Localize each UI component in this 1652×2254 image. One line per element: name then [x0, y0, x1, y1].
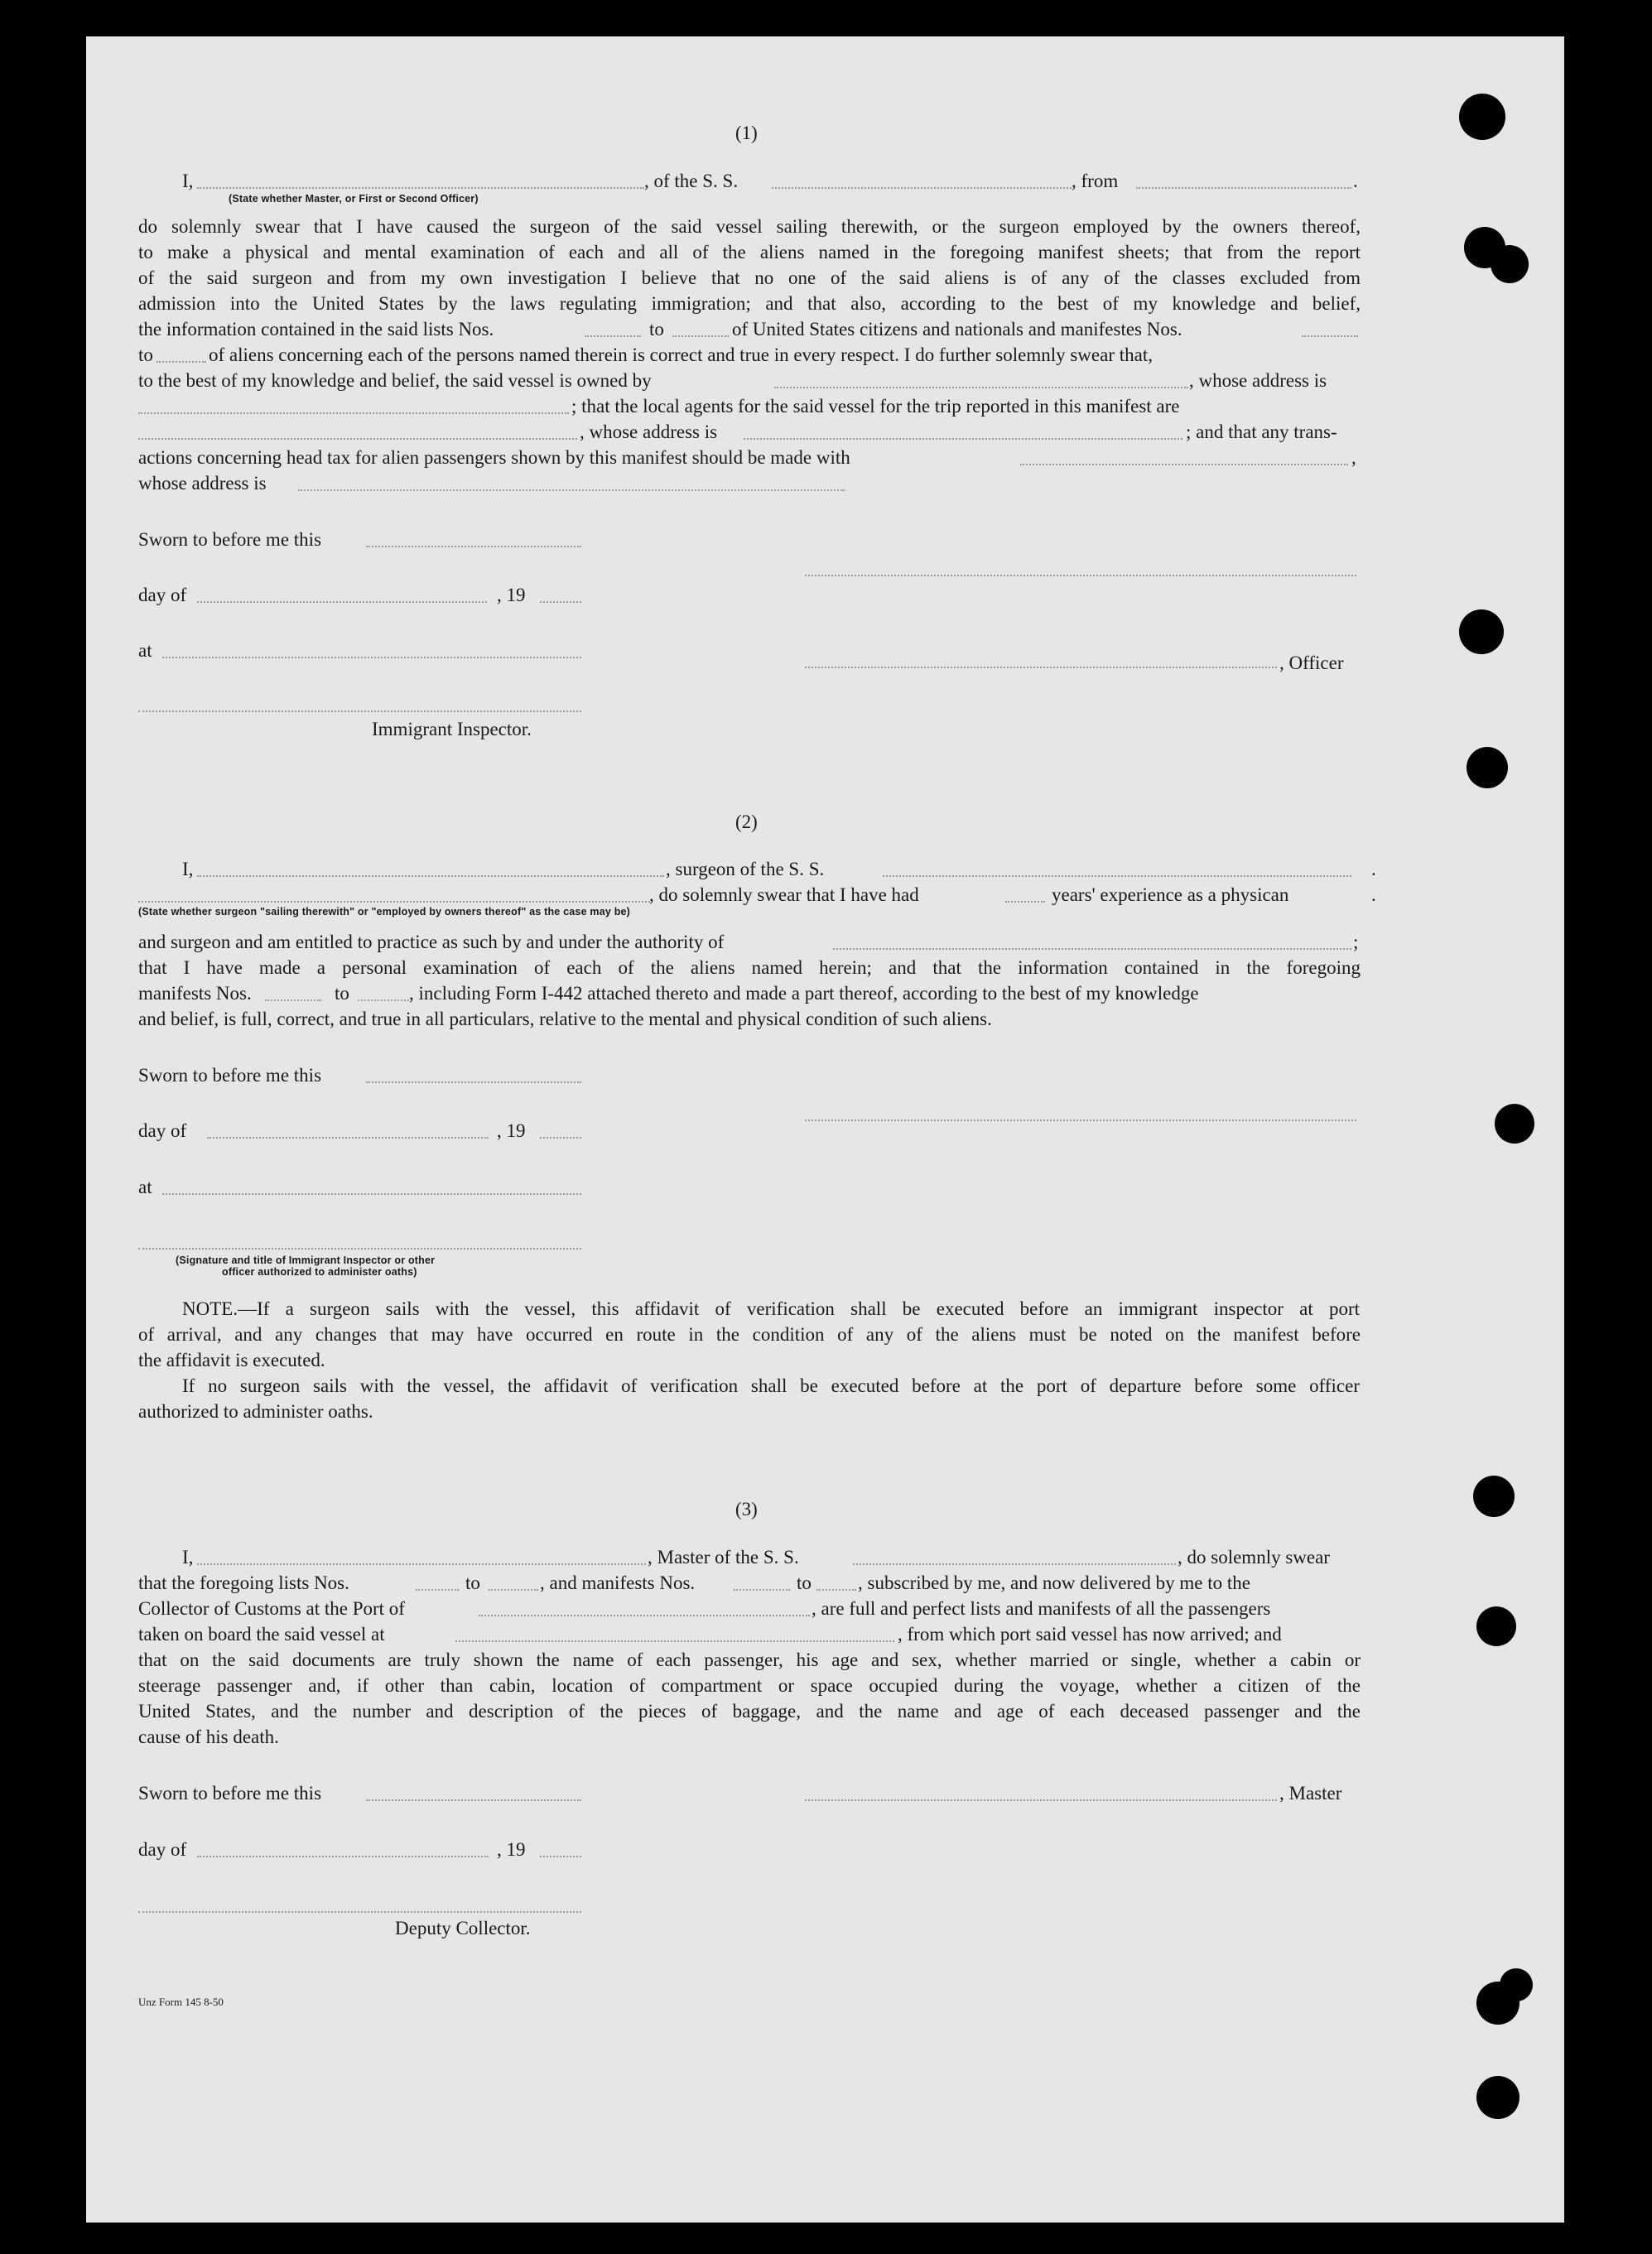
s2-manifests-to-field[interactable]: [358, 999, 409, 1001]
s1-lists-b: to: [649, 319, 664, 340]
s1-inspector-sig-line[interactable]: [138, 710, 581, 712]
s3-manifests-from-field[interactable]: [734, 1589, 790, 1591]
s2-sig-note-2: officer authorized to administer oaths): [222, 1266, 417, 1278]
s2-sworn-date-field[interactable]: [366, 1081, 581, 1083]
s1-body-4: admission into the United States by the laws regulating immigration; and that also, according to the best of my knowledge and belief,: [138, 293, 1361, 314]
s2-manifests-a: manifests Nos.: [138, 983, 252, 1004]
s3-body-3: United States, and the number and description of the pieces of baggage, and the name and age of each deceased passenger and the: [138, 1701, 1361, 1722]
s3-year-field[interactable]: [540, 1856, 581, 1857]
s2-inspector-sig-line[interactable]: [138, 1248, 581, 1250]
s2-note-4: If no surgeon sails with the vessel, the affidavit of verification shall be executed before at the port of departure before some officer: [182, 1375, 1360, 1396]
s1-owned-b: , whose address is: [1189, 370, 1327, 391]
punch-hole: [1459, 609, 1504, 654]
s3-body-last: cause of his death.: [138, 1727, 279, 1747]
s2-swear-b: years' experience as a physican: [1052, 884, 1289, 905]
punch-hole: [1459, 94, 1505, 140]
s3-lists-a: that the foregoing lists Nos.: [138, 1573, 349, 1593]
s2-authority-end: ;: [1353, 932, 1359, 952]
s3-day-field[interactable]: [197, 1856, 489, 1857]
s2-note-5: authorized to administer oaths.: [138, 1401, 373, 1422]
s3-swear: , do solemnly swear: [1178, 1547, 1330, 1568]
s3-taken-b: , from which port said vessel has now arrived; and: [898, 1624, 1282, 1645]
s2-day-of: day of: [138, 1120, 187, 1141]
s3-collector-b: , are full and perfect lists and manifests of all the passengers: [812, 1598, 1271, 1619]
punch-hole: [1476, 1606, 1516, 1646]
s1-aliens-b: of aliens concerning each of the persons named therein is correct and true in every respect. I do further solemnly swear that,: [209, 344, 1153, 365]
s3-lists-d: to: [797, 1573, 812, 1593]
s1-lists-a: the information contained in the said lists Nos.: [138, 319, 494, 340]
s2-swear-end: .: [1371, 884, 1376, 905]
years-field[interactable]: [1005, 901, 1045, 903]
s2-swear-a: , do solemnly swear that I have had: [649, 884, 919, 905]
officer-rank-note: (State whether Master, or First or Second Officer): [229, 193, 479, 205]
headtax-field[interactable]: [1020, 464, 1348, 465]
s1-sworn: Sworn to before me this: [138, 529, 322, 550]
s3-lists-b: to: [465, 1573, 480, 1593]
s3-nineteen: , 19: [497, 1839, 526, 1860]
s2-exam: that I have made a personal examination of each of the aliens named herein; and that the information contained in the foregoing: [138, 957, 1361, 978]
s3-sworn: Sworn to before me this: [138, 1783, 322, 1804]
section-3-number: (3): [735, 1499, 758, 1520]
s2-manifests-c: , including Form I-442 attached thereto and made a part thereof, according to the best of my knowledge: [409, 983, 1199, 1004]
surgeon-status-field[interactable]: [138, 901, 650, 903]
s3-body-1: that on the said documents are truly shown the name of each passenger, his age and sex, whether married or single, whether a cabin or: [138, 1650, 1361, 1670]
punch-hole: [1467, 747, 1508, 788]
surgeon-status-note: (State whether surgeon "sailing therewith" or "employed by owners thereof" as the case may be): [138, 906, 631, 917]
agents-address-field[interactable]: [744, 438, 1182, 440]
s2-at: at: [138, 1177, 152, 1197]
s1-i: I,: [182, 171, 194, 191]
s1-agents-addr-b: ; and that any trans-: [1186, 421, 1337, 442]
s1-body-3: of the said surgeon and from my own investigation I believe that no one of the said aliens is of any of the classes excluded from: [138, 267, 1361, 288]
s1-year-field[interactable]: [540, 601, 581, 603]
s2-note-2: of arrival, and any changes that may have occurred en route in the condition of any of the aliens must be noted on the manifest before: [138, 1324, 1361, 1345]
surgeon-name-field[interactable]: [197, 875, 664, 877]
authority-field[interactable]: [833, 948, 1351, 950]
s3-i: I,: [182, 1547, 194, 1568]
s1-owned-a: to the best of my knowledge and belief, the said vessel is owned by: [138, 370, 652, 391]
section-1-number: (1): [735, 123, 758, 143]
port-field[interactable]: [479, 1615, 810, 1616]
s2-day-field[interactable]: [207, 1137, 489, 1139]
s1-nineteen: , 19: [497, 585, 526, 605]
s2-note-3: the affidavit is executed.: [138, 1350, 325, 1370]
s1-of-ss: , of the S. S.: [644, 171, 739, 191]
s1-day-of: day of: [138, 585, 187, 605]
officer-name-field[interactable]: [197, 187, 644, 189]
punch-hole: [1476, 2076, 1520, 2119]
s1-officer: , Officer: [1279, 653, 1344, 673]
s3-lists-from-field[interactable]: [416, 1589, 459, 1591]
s1-end: .: [1353, 171, 1358, 191]
s3-collector-sig-line[interactable]: [138, 1911, 581, 1913]
s3-taken-a: taken on board the said vessel at: [138, 1624, 385, 1645]
s1-agents-addr-a: , whose address is: [580, 421, 718, 442]
s3-deputy: Deputy Collector.: [395, 1918, 531, 1939]
punch-hole: [1495, 1104, 1534, 1144]
s1-aliens-a: to: [138, 344, 153, 365]
punch-hole: [1473, 1476, 1515, 1517]
s2-vessel-field[interactable]: [883, 875, 1351, 877]
s1-headtax-a: actions concerning head tax for alien passengers shown by this manifest should be made with: [138, 447, 850, 468]
s2-sworn: Sworn to before me this: [138, 1065, 322, 1086]
section-2-number: (2): [735, 812, 758, 832]
s2-authority: and surgeon and am entitled to practice as such by and under the authority of: [138, 932, 725, 952]
s3-sworn-date-field[interactable]: [366, 1799, 581, 1801]
s1-at: at: [138, 640, 152, 661]
owner-field[interactable]: [774, 387, 1188, 388]
master-name-field[interactable]: [197, 1563, 646, 1565]
headtax-address-field[interactable]: [298, 489, 845, 491]
s1-officer-name-line[interactable]: [805, 667, 1277, 668]
s2-manifests-b: to: [335, 983, 349, 1004]
s1-agents: ; that the local agents for the said vessel for the trip reported in this manifest are: [571, 396, 1180, 417]
agents-field[interactable]: [138, 438, 577, 440]
s1-lists-c: of United States citizens and nationals and manifestes Nos.: [732, 319, 1182, 340]
s3-lists-to-field[interactable]: [489, 1589, 538, 1591]
s1-from: , from: [1072, 171, 1119, 191]
s1-body-1: do solemnly swear that I have caused the surgeon of the said vessel sailing therewith, or the surgeon employed by the owners thereof,: [138, 216, 1361, 237]
s1-officer-sig-line[interactable]: [805, 575, 1356, 576]
s2-manifests-from-field[interactable]: [265, 999, 321, 1001]
embark-port-field[interactable]: [455, 1640, 894, 1642]
s1-at-field[interactable]: [162, 657, 581, 658]
s3-master: , Master of the S. S.: [648, 1547, 799, 1568]
s2-end: .: [1371, 859, 1376, 879]
manifests-from-field[interactable]: [1302, 335, 1358, 337]
s1-inspector: Immigrant Inspector.: [372, 719, 532, 739]
punch-hole: [1500, 1968, 1533, 2001]
s1-sworn-date-field[interactable]: [366, 546, 581, 547]
lists-to-field[interactable]: [672, 335, 729, 337]
s3-day-of: day of: [138, 1839, 187, 1860]
s2-at-field[interactable]: [162, 1193, 581, 1195]
owner-address-field[interactable]: [138, 412, 569, 414]
s2-surgeon-sig-line[interactable]: [805, 1120, 1356, 1121]
s1-day-field[interactable]: [197, 601, 487, 603]
s2-note-1: NOTE.—If a surgeon sails with the vessel, this affidavit of verification shall be executed before an immigrant inspector at port: [182, 1298, 1360, 1319]
form-number: Unz Form 145 8-50: [138, 1996, 224, 2008]
s2-i: I,: [182, 859, 194, 879]
from-port-field[interactable]: [1136, 187, 1351, 189]
s3-manifests-to-field[interactable]: [816, 1589, 856, 1591]
s2-nineteen: , 19: [497, 1120, 526, 1141]
s2-surgeon: , surgeon of the S. S.: [666, 859, 825, 879]
s1-headtax-b: ,: [1351, 447, 1356, 468]
punch-hole: [1491, 245, 1529, 283]
manifests-to-field[interactable]: [157, 361, 206, 363]
s3-vessel-field[interactable]: [853, 1563, 1176, 1565]
s1-whose: whose address is: [138, 473, 267, 494]
s3-lists-c: , and manifests Nos.: [540, 1573, 696, 1593]
s3-lists-e: , subscribed by me, and now delivered by me to the: [858, 1573, 1250, 1593]
s3-master-sig: , Master: [1279, 1783, 1342, 1804]
s2-sig-note-1: (Signature and title of Immigrant Inspector or other: [176, 1255, 436, 1266]
s2-belief: and belief, is full, correct, and true in all particulars, relative to the mental and physical condition of such aliens.: [138, 1009, 992, 1029]
s3-master-sig-line[interactable]: [805, 1799, 1277, 1801]
s3-collector: Collector of Customs at the Port of: [138, 1598, 405, 1619]
vessel-name-field[interactable]: [772, 187, 1072, 189]
s2-year-field[interactable]: [540, 1137, 581, 1139]
lists-from-field[interactable]: [585, 335, 641, 337]
s3-body-2: steerage passenger and, if other than cabin, location of compartment or space occupied during the voyage, whether a citizen of the: [138, 1675, 1361, 1696]
s1-body-2: to make a physical and mental examination of each and all of the aliens named in the foregoing manifest sheets; that from the report: [138, 242, 1361, 262]
